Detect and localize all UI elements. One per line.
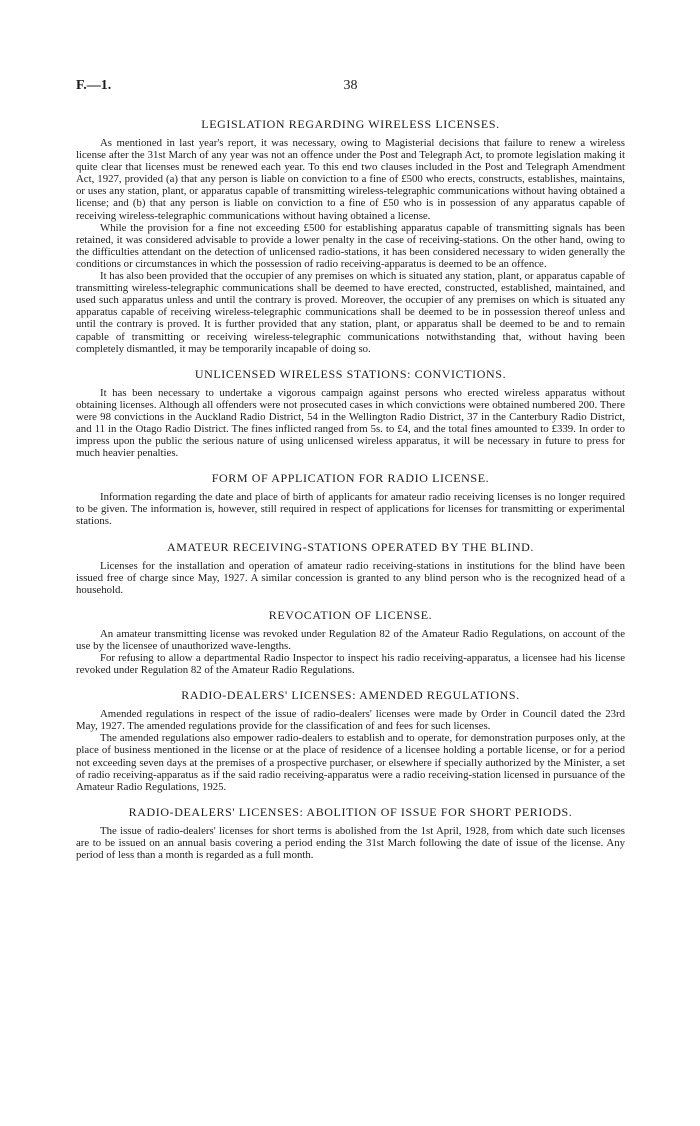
paragraph: Amended regulations in respect of the issue of radio-dealers' licenses were made by Order in Council dated the 23rd May, 1927. The amended regulations provide for the classification of and fees for such licenses. <box>76 708 625 733</box>
section-heading: REVOCATION OF LICENSE. <box>268 607 433 622</box>
paragraph: It has been necessary to undertake a vigorous campaign against persons who erected wireless apparatus without obtaining licenses. Although all offenders were not prosecuted cases in which convictions were obtained numbered 200. There were 98 convictions in the Auckland Radio District, 54 in the Wellington Radio District, 37 in the Canterbury Radio District, and 11 in the Otago Radio District. The fines inflicted ranged from 5s. to £4, and the total fines amounted to £339. In order to impress upon the public the serious nature of using unlicensed wireless apparatus, it will be necessary in future to press for much heavier penalties. <box>76 386 625 460</box>
report-reference: F.—1. <box>76 78 112 93</box>
paragraph: Information regarding the date and place of birth of applicants for amateur radio receiving licenses is no longer required to be given. The information is, however, still required in respect of applications for licenses for transmitting or experimental stations. <box>76 491 625 528</box>
section-heading: FORM OF APPLICATION FOR RADIO LICENSE. <box>211 471 490 486</box>
section-heading: RADIO-DEALERS' LICENSES: AMENDED REGULATIONS. <box>181 688 520 703</box>
section-dealers-short-periods <box>76 805 625 861</box>
section-heading: UNLICENSED WIRELESS STATIONS: CONVICTIONS. <box>194 366 507 381</box>
section-heading: LEGISLATION REGARDING WIRELESS LICENSES. <box>201 117 500 131</box>
paragraph: For refusing to allow a departmental Radio Inspector to inspect his radio receiving-apparatus, a licensee had his license revoked under Regulation 82 of the Amateur Radio Regulations. <box>76 652 625 677</box>
paragraph: An amateur transmitting license was revoked under Regulation 82 of the Amateur Radio Regulations, on account of the use by the licensee of unauthorized wave-lengths. <box>76 627 625 652</box>
section-heading: RADIO-DEALERS' LICENSES: ABOLITION OF ISSUE FOR SHORT PERIODS. <box>128 804 573 819</box>
paragraph: Licenses for the installation and operation of amateur radio receiving-stations in institutions for the blind have been issued free of charge since May, 1927. A similar concession is granted to any blind person who is the recognized head of a household. <box>76 559 625 596</box>
document-body <box>76 117 625 873</box>
paragraph: The issue of radio-dealers' licenses for short terms is abolished from the 1st April, 1928, from which date such licenses are to be issued on an annual basis covering a period ending the 31st March following the date of issue of the license. Any period of less than a month is regarded as a full month. <box>76 824 625 862</box>
running-header <box>76 78 625 96</box>
paragraph: The amended regulations also empower radio-dealers to establish and to operate, for demonstration purposes only, at the place of business mentioned in the license or at the place of residence of a licensee holding a portable license, or for a period not exceeding seven days at the premises of a prospective purchaser, or elsewhere if specially authorized by the Minister, a set of radio receiving-apparatus as if the said radio receiving-apparatus were a radio receiving-station licensed in pursuance of the Amateur Radio Regulations, 1925. <box>76 732 625 793</box>
paragraph: It has also been provided that the occupier of any premises on which is situated any station, plant, or apparatus capable of transmitting wireless-telegraphic communications shall be deemed to have erected, constructed, established, maintained, and used such apparatus unless and until the contrary is proved. Moreover, the occupier of any premises on which is situated any apparatus capable of receiving wireless-telegraphic communications shall be deemed to be in possession thereof unless and until the contrary is proved. It is further provided that any station, plant, or apparatus shall be deemed to be and to remain capable of transmitting or receiving wireless-telegraphic communications notwithstanding that, without having been completely dismantled, it may be temporarily incapable of doing so. <box>76 270 625 355</box>
paragraph: While the provision for a fine not exceeding £500 for establishing apparatus capable of transmitting signals has been retained, it was considered advisable to provide a lower penalty in the case of receiving-stations. On the other hand, owing to the difficulties attendant on the detection of unlicensed radio-stations, it has been considered necessary to widen generally the conditions or circumstances in which the possession of radio receiving-apparatus is deemed to be an offence. <box>76 221 625 270</box>
section-blind-stations <box>76 540 625 596</box>
section-legislation <box>76 117 625 355</box>
section-dealers-amended-regulations <box>76 688 625 793</box>
section-revocation <box>76 608 625 676</box>
section-unlicensed-stations <box>76 367 625 460</box>
section-heading: AMATEUR RECEIVING-STATIONS OPERATED BY THE BLIND. <box>166 539 535 554</box>
page-number: 38 <box>343 78 358 93</box>
section-application-form <box>76 471 625 527</box>
paragraph: As mentioned in last year's report, it was necessary, owing to Magisterial decisions that failure to renew a wireless license after the 31st March of any year was not an offence under the Post and Telegraph Act, to promote legislation making it quite clear that licenses must be renewed each year. To this end two clauses included in the Post and Telegraph Amendment Act, 1927, provided (a) that any person is liable on conviction to a fine of £500 who erects, constructs, establishes, maintains, or uses any station, plant, or apparatus capable of transmitting wireless-telegraphic communications without having obtained a license; and (b) that any person is liable on conviction to a fine of £50 who is in possession of any apparatus capable of receiving wireless-telegraphic communications without having obtained a license. <box>76 137 625 222</box>
